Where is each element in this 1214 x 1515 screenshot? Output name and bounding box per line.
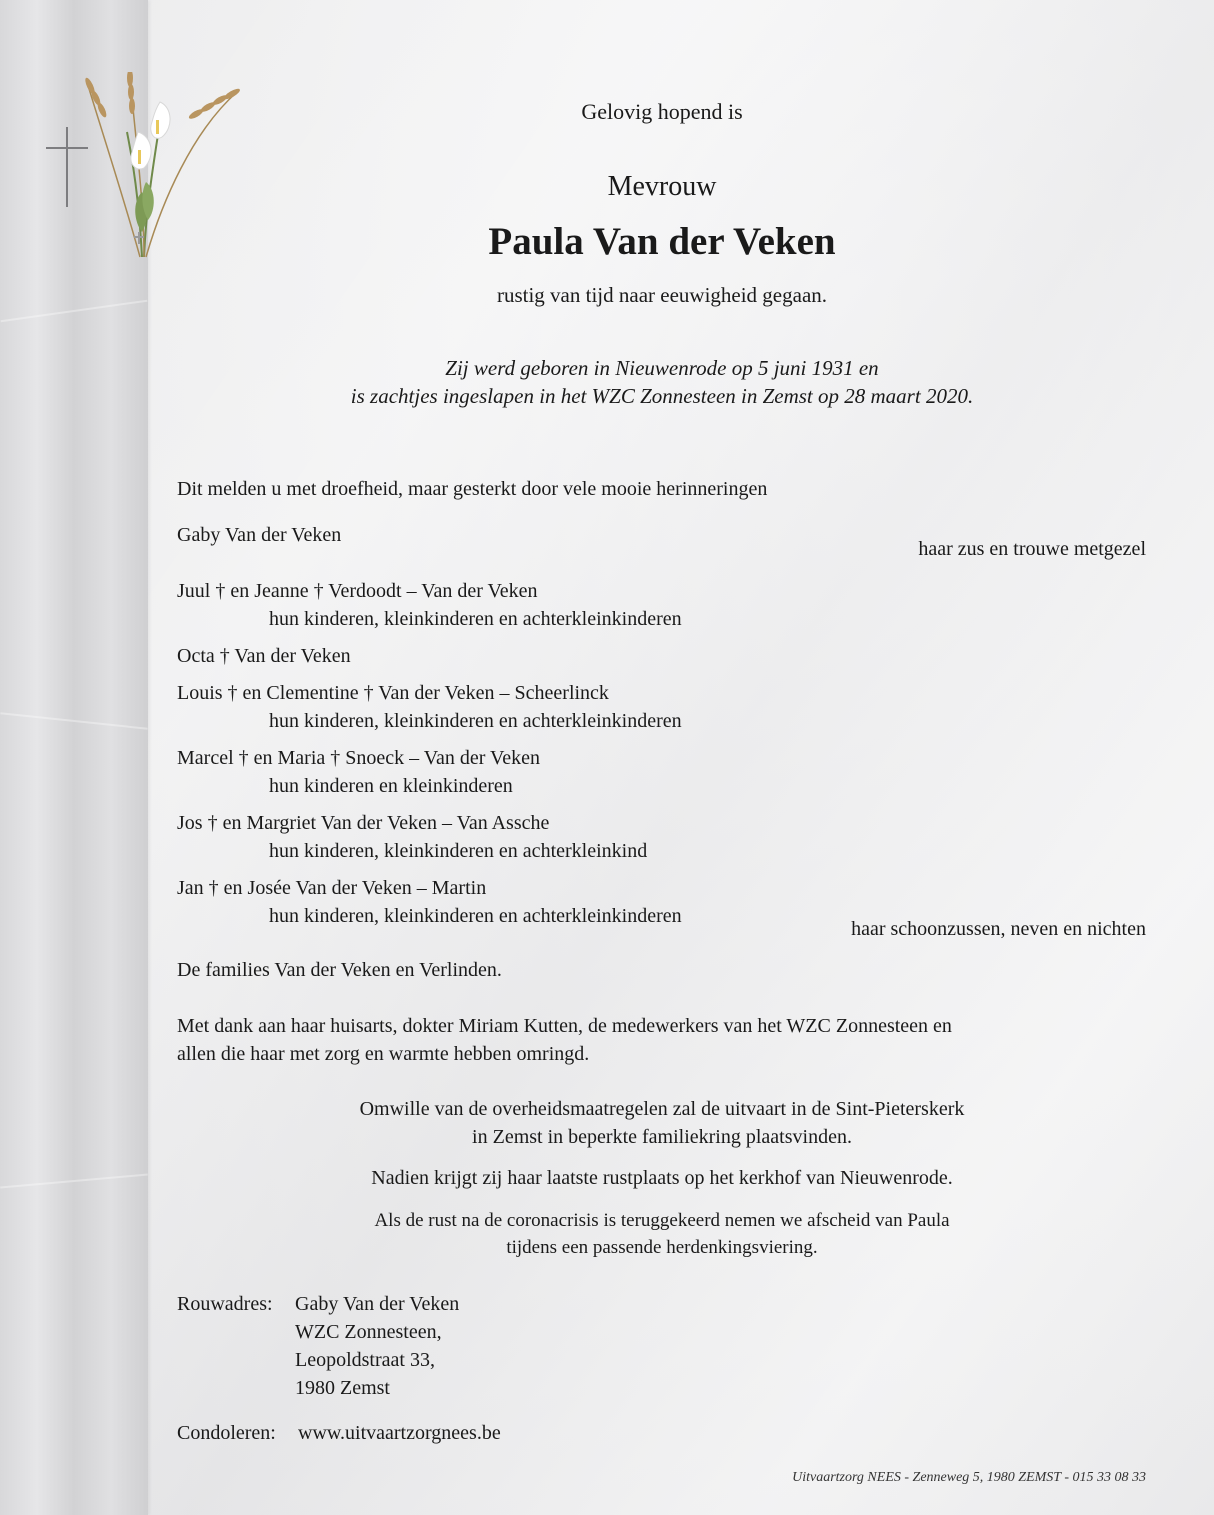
- memorial-line-1: Als de rust na de coronacrisis is teruggekeerd nemen we afscheid van Paula: [374, 1210, 950, 1231]
- family-member-descendants: hun kinderen, kleinkinderen en achterkleinkind: [269, 840, 648, 862]
- address-line-4: 1980 Zemst: [295, 1377, 390, 1399]
- thanks-line-1: Met dank aan haar huisarts, dokter Miriam Kutten, de medewerkers van het WZC Zonnesteen en: [177, 1015, 952, 1037]
- intro-text: Gelovig hopend is: [581, 99, 743, 124]
- born-line-1: Zij werd geboren in Nieuwenrode op 5 juni 1931 en: [445, 356, 879, 380]
- honorific: Mevrouw: [607, 171, 717, 202]
- deceased-name: Paula Van der Veken: [488, 220, 836, 263]
- sister-role: haar zus en trouwe metgezel: [918, 538, 1146, 560]
- announcement: Dit melden u met droefheid, maar gesterkt door vele mooie herinneringen: [177, 478, 768, 500]
- born-line-2: is zachtjes ingeslapen in het WZC Zonnesteen in Zemst op 28 maart 2020.: [350, 384, 974, 408]
- condolence-label: Condoleren:: [177, 1422, 276, 1444]
- address-line-1: Gaby Van der Veken: [295, 1293, 460, 1315]
- family-member-name: Jan † en Josée Van der Veken – Martin: [177, 877, 487, 899]
- address-line-2: WZC Zonnesteen,: [295, 1321, 442, 1343]
- sister-name: Gaby Van der Veken: [177, 524, 342, 546]
- funeral-line-1: Omwille van de overheidsmaatregelen zal de uitvaart in de Sint-Pieterskerk: [359, 1098, 965, 1120]
- group-role: haar schoonzussen, neven en nichten: [851, 918, 1146, 940]
- birth-death-statement: [0, 354, 1214, 410]
- condolence-link[interactable]: www.uitvaartzorgnees.be: [298, 1422, 501, 1444]
- family-member-descendants: hun kinderen, kleinkinderen en achterkleinkinderen: [269, 608, 682, 630]
- family-member-name: Marcel † en Maria † Snoeck – Van der Veken: [177, 747, 541, 769]
- family-member-name: Louis † en Clementine † Van der Veken – Scheerlinck: [177, 682, 609, 704]
- address-line-3: Leopoldstraat 33,: [295, 1349, 435, 1371]
- funeral-line-2: in Zemst in beperkte familiekring plaatsvinden.: [472, 1126, 852, 1148]
- funeral-home-footer: Uitvaartzorg NEES - Zenneweg 5, 1980 ZEMST - 015 33 08 33: [792, 1470, 1146, 1485]
- family-member-descendants: hun kinderen en kleinkinderen: [269, 775, 513, 797]
- address-label: Rouwadres:: [177, 1293, 273, 1315]
- family-member-descendants: hun kinderen, kleinkinderen en achterkleinkinderen: [269, 710, 682, 732]
- family-member-name: Octa † Van der Veken: [177, 645, 351, 667]
- family-member-name: Juul † en Jeanne † Verdoodt – Van der Veken: [177, 580, 538, 602]
- families-line: De families Van der Veken en Verlinden.: [177, 959, 502, 981]
- thanks-line-2: allen die haar met zorg en warmte hebben omringd.: [177, 1043, 590, 1065]
- tagline: rustig van tijd naar eeuwigheid gegaan.: [496, 283, 828, 307]
- family-member-descendants: hun kinderen, kleinkinderen en achterkleinkinderen: [269, 905, 682, 927]
- memorial-line-2: tijdens een passende herdenkingsviering.: [506, 1237, 818, 1258]
- resting-place: Nadien krijgt zij haar laatste rustplaats op het kerkhof van Nieuwenrode.: [371, 1167, 953, 1189]
- family-member-name: Jos † en Margriet Van der Veken – Van Assche: [177, 812, 550, 834]
